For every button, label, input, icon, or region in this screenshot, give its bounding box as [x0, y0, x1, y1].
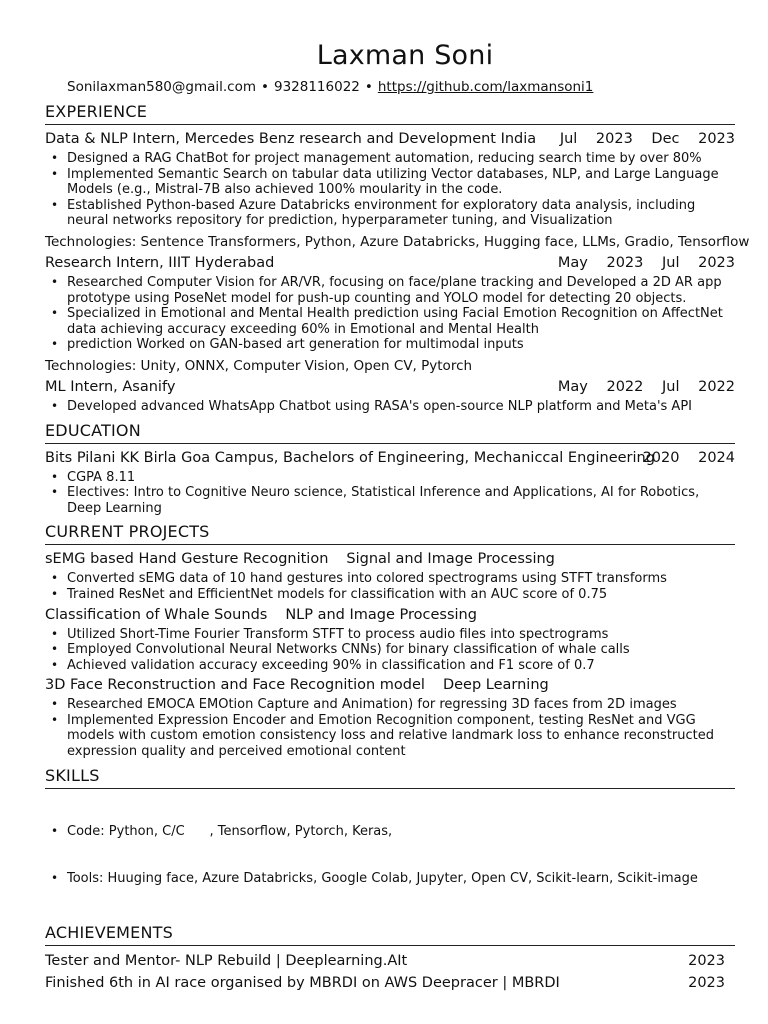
list-item: • Utilized Short-Time Fourier Transform STFT to process audio files into spectrograms: [67, 627, 735, 643]
skills-list: [45, 793, 735, 918]
bullet-list: [45, 627, 735, 674]
list-item: • Electives: Intro to Cognitive Neuro science, Statistical Inference and Applications, AI for Robotics, Deep Learning: [67, 485, 735, 516]
technologies-line: Technologies: Sentence Transformers, Python, Azure Databricks, Hugging face, LLMs, Gradio, Tensorflow: [45, 233, 750, 250]
achievement-year: 2023: [688, 953, 725, 970]
candidate-name: Laxman Soni: [316, 40, 494, 71]
project-header: [45, 605, 735, 625]
bullet-list: [45, 697, 735, 759]
project-area: NLP and Image Processing: [285, 606, 477, 623]
bullet-list: [45, 399, 735, 415]
project-header: [45, 675, 735, 695]
experience-role: Data & NLP Intern, Mercedes Benz research and Development India: [45, 131, 537, 147]
project-name: sEMG based Hand Gesture Recognition: [45, 551, 329, 568]
experience-item: [45, 253, 735, 375]
bullet-list: [45, 151, 735, 229]
list-item: • Specialized in Emotional and Mental Health prediction using Facial Emotion Recognition on AffectNet data achieving accuracy exceeding 60% in Emotional and Mental Health: [67, 306, 735, 337]
phone: 9328116022: [273, 79, 360, 95]
experience-header: [45, 253, 735, 273]
education-header: [45, 448, 735, 468]
project-name: Classification of Whale Sounds: [45, 606, 268, 623]
achievement-text: Tester and Mentor- NLP Rebuild | Deeplearning.AIt: [45, 953, 408, 970]
list-item: • prediction Worked on GAN-based art generation for multimodal inputs: [67, 337, 735, 353]
bullet-list: [45, 275, 735, 353]
bullet-list: [45, 470, 735, 517]
education-school: Bits Pilani KK Birla Goa Campus, Bachelors of Engineering, Mechaniccal Engineering: [45, 449, 655, 466]
experience-dates: May 2022 Jul 2022: [557, 378, 735, 395]
bullet-list: [45, 571, 735, 602]
list-item: • Designed a RAG ChatBot for project management automation, reducing search time by over 80%: [67, 151, 735, 167]
list-item: • Researched EMOCA EMOtion Capture and Animation) for regressing 3D faces from 2D images: [67, 697, 735, 713]
contact-line: [67, 78, 735, 96]
resume-page: [45, 40, 750, 994]
achievement-text: Finished 6th in AI race organised by MBRDI on AWS Deepracer | MBRDI: [45, 975, 560, 992]
list-item: • Tools: Huuging face, Azure Databricks, Google Colab, Jupyter, Open CV, Scikit-learn, Scikit-image: [67, 871, 735, 887]
section-education-title: EDUCATION: [45, 421, 735, 444]
experience-header: [45, 377, 735, 397]
separator: •: [261, 79, 269, 95]
experience-role: ML Intern, Asanify: [45, 378, 176, 395]
experience-header: [45, 129, 735, 149]
project-item: [45, 605, 735, 674]
achievement-item: [45, 972, 735, 994]
list-item: • Achieved validation accuracy exceeding 90% in classification and F1 score of 0.7: [67, 658, 735, 674]
project-area: Deep Learning: [442, 677, 549, 694]
project-name: 3D Face Reconstruction and Face Recognition model: [45, 677, 425, 694]
github-link[interactable]: https://github.com/laxmansoni1: [377, 79, 594, 95]
list-item: • Implemented Expression Encoder and Emotion Recognition component, testing ResNet and VGG models with custom emotion consistency loss and relative landmark loss to enhance reconstructed expression quality and perceived emotional content: [67, 713, 735, 760]
list-item: • Employed Convolutional Neural Networks CNNs) for binary classification of whale calls: [67, 642, 735, 658]
project-item: [45, 675, 735, 759]
email[interactable]: Sonilaxman580@gmail.com: [67, 79, 257, 95]
achievement-year: 2023: [688, 975, 725, 992]
section-experience-title: EXPERIENCE: [45, 102, 735, 125]
section-skills-title: SKILLS: [45, 766, 735, 789]
separator: •: [364, 79, 373, 95]
list-item: • Converted sEMG data of 10 hand gestures into colored spectrograms using STFT transforms: [67, 571, 735, 587]
experience-dates: Jul 2023 Dec 2023: [559, 131, 735, 147]
experience-role: Research Intern, IIIT Hyderabad: [45, 254, 275, 271]
section-projects-title: CURRENT PROJECTS: [45, 522, 735, 545]
list-item: • CGPA 8.11: [67, 470, 735, 486]
list-item: • Implemented Semantic Search on tabular data utilizing Vector databases, NLP, and Large Language Models (e.g., Mistral-7B also achieved 100% moularity in the code.: [67, 167, 735, 198]
list-item: • Researched Computer Vision for AR/VR, focusing on face/plane tracking and Developed a 2D AR app prototype using PoseNet model for push-up counting and YOLO model for detecting 20 objects.: [67, 275, 735, 306]
education-item: [45, 448, 735, 517]
experience-dates: May 2023 Jul 2023: [557, 254, 735, 271]
list-item: • Developed advanced WhatsApp Chatbot using RASA's open-source NLP platform and Meta's API: [67, 399, 735, 415]
list-item: • Code: Python, C/C , Tensorflow, Pytorch, Keras,: [67, 824, 735, 840]
list-item: • Trained ResNet and EfficientNet models for classification with an AUC score of 0.75: [67, 587, 735, 603]
project-item: [45, 549, 735, 602]
experience-item: [45, 129, 750, 251]
achievement-item: [45, 950, 735, 972]
project-header: [45, 549, 735, 569]
section-achievements-title: ACHIEVEMENTS: [45, 923, 735, 946]
project-area: Signal and Image Processing: [346, 551, 555, 568]
list-item: • Established Python-based Azure Databricks environment for exploratory data analysis, including neural networks repository for prediction, hyperparameter tuning, and Visualization: [67, 198, 735, 229]
technologies-line: Technologies: Unity, ONNX, Computer Vision, Open CV, Pytorch: [45, 357, 473, 374]
education-dates: 2020 2024: [642, 449, 735, 466]
experience-item: [45, 377, 735, 415]
